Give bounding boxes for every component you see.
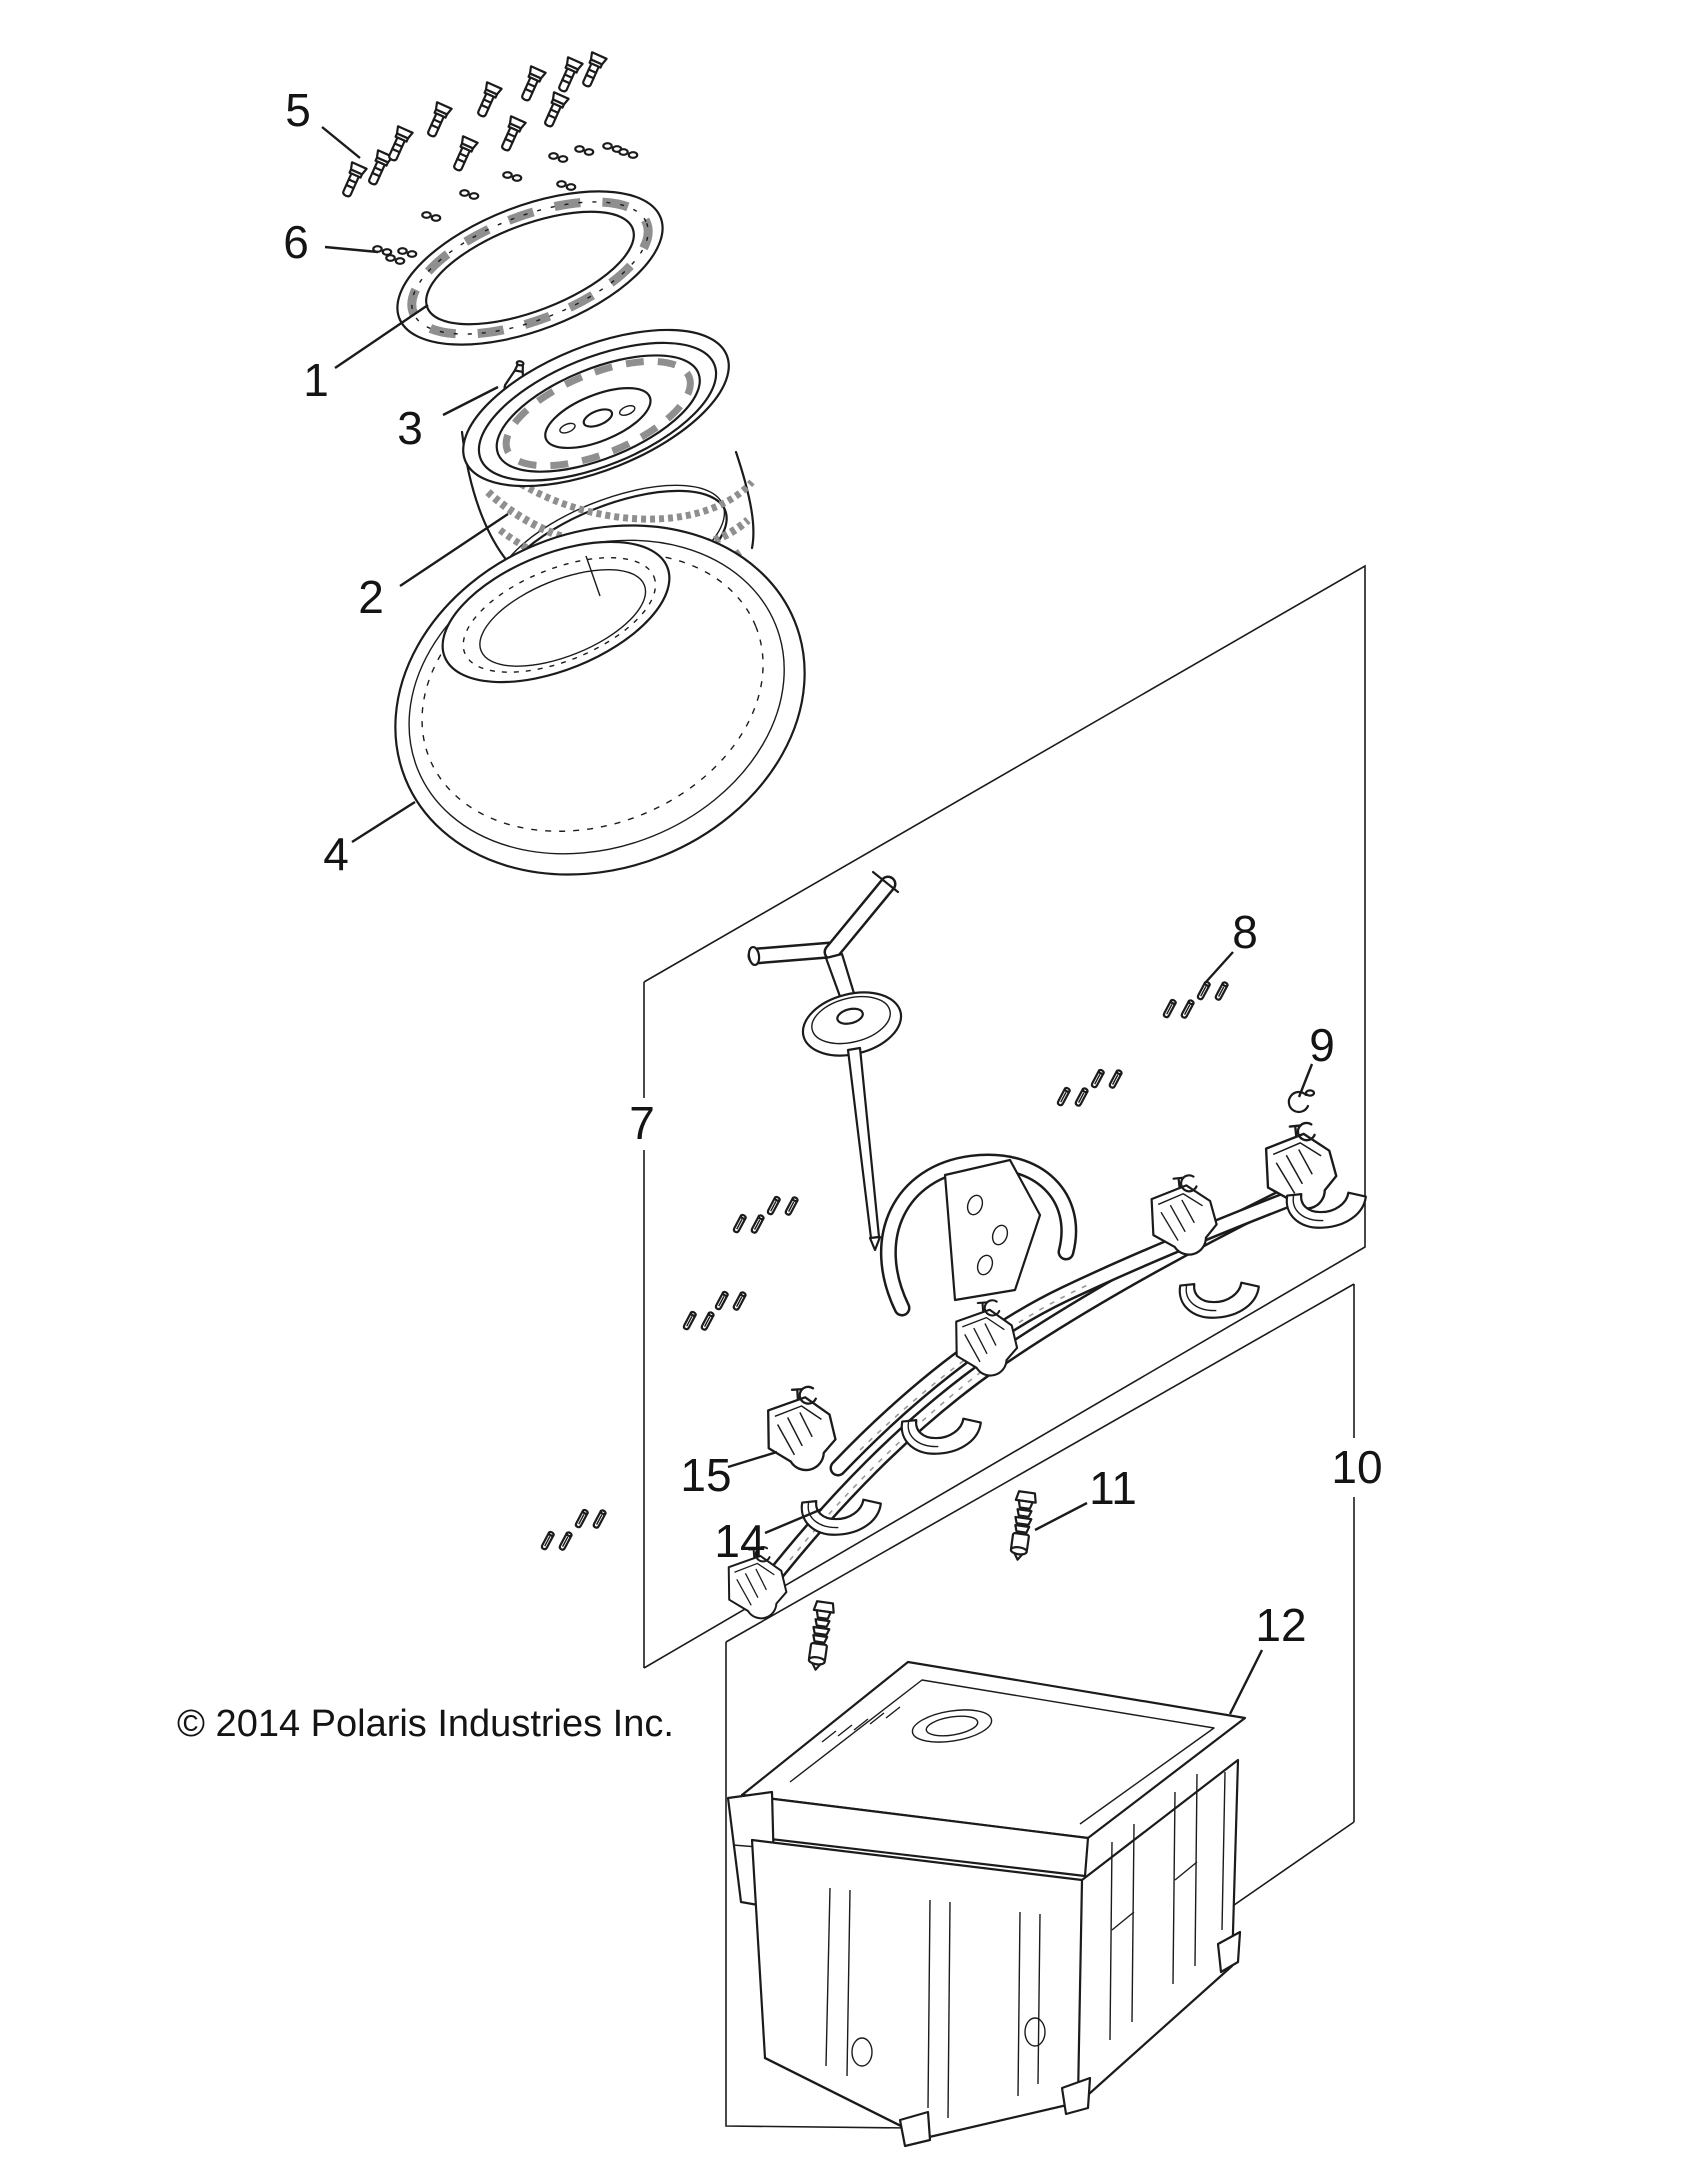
callout-5: 5 (285, 84, 311, 136)
clamp-bracket (726, 1120, 1340, 1620)
part-5-bolts (339, 52, 607, 199)
callout-14: 14 (714, 1515, 766, 1567)
callout-2: 2 (358, 571, 384, 623)
callout-15: 15 (680, 1449, 732, 1501)
leader-lines (322, 127, 1312, 1714)
callout-9: 9 (1309, 1019, 1335, 1071)
callout-10: 10 (1331, 1441, 1383, 1493)
callout-4: 4 (323, 828, 349, 880)
callout-3: 3 (397, 402, 423, 454)
callout-11: 11 (1089, 1462, 1137, 1514)
callout-6: 6 (283, 216, 309, 268)
callout-7: 7 (629, 1097, 655, 1149)
callout-8: 8 (1232, 906, 1258, 958)
callout-12: 12 (1255, 1599, 1307, 1651)
spare-tire-carrier-frame (726, 1120, 1371, 1620)
part-4-spare-tire (342, 466, 857, 935)
part-7-wrench-tool (748, 872, 908, 1250)
copyright-text: © 2014 Polaris Industries Inc. (177, 1703, 674, 1745)
part-12-storage-box (728, 1662, 1245, 2146)
callout-1: 1 (303, 354, 329, 406)
